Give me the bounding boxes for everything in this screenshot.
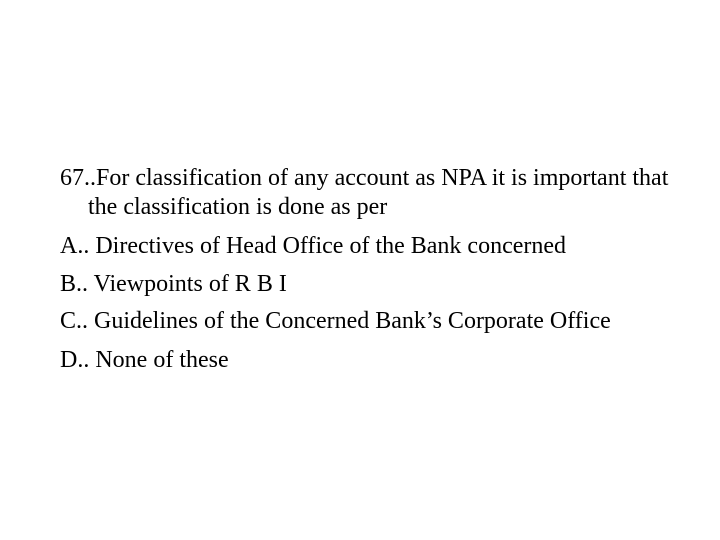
option-d-text: None of these — [95, 347, 229, 373]
option-c-text: Guidelines of the Concerned Bank’s Corporate Office — [94, 308, 611, 334]
option-a-label: A.. — [60, 233, 90, 259]
option-b-label: B.. — [60, 271, 89, 297]
option-b — [60, 265, 700, 303]
question-block — [60, 160, 700, 379]
option-a — [60, 227, 700, 265]
option-c — [60, 303, 700, 341]
option-d-label: D.. — [60, 347, 90, 373]
question-stem: 67..For classification of any account as NPA it is important that the classification is done as per — [60, 165, 669, 220]
option-c-label: C.. — [60, 308, 89, 334]
option-b-text: Viewpoints of R B I — [93, 271, 287, 297]
option-d — [60, 341, 700, 379]
option-a-text: Directives of Head Office of the Bank concerned — [95, 233, 567, 259]
